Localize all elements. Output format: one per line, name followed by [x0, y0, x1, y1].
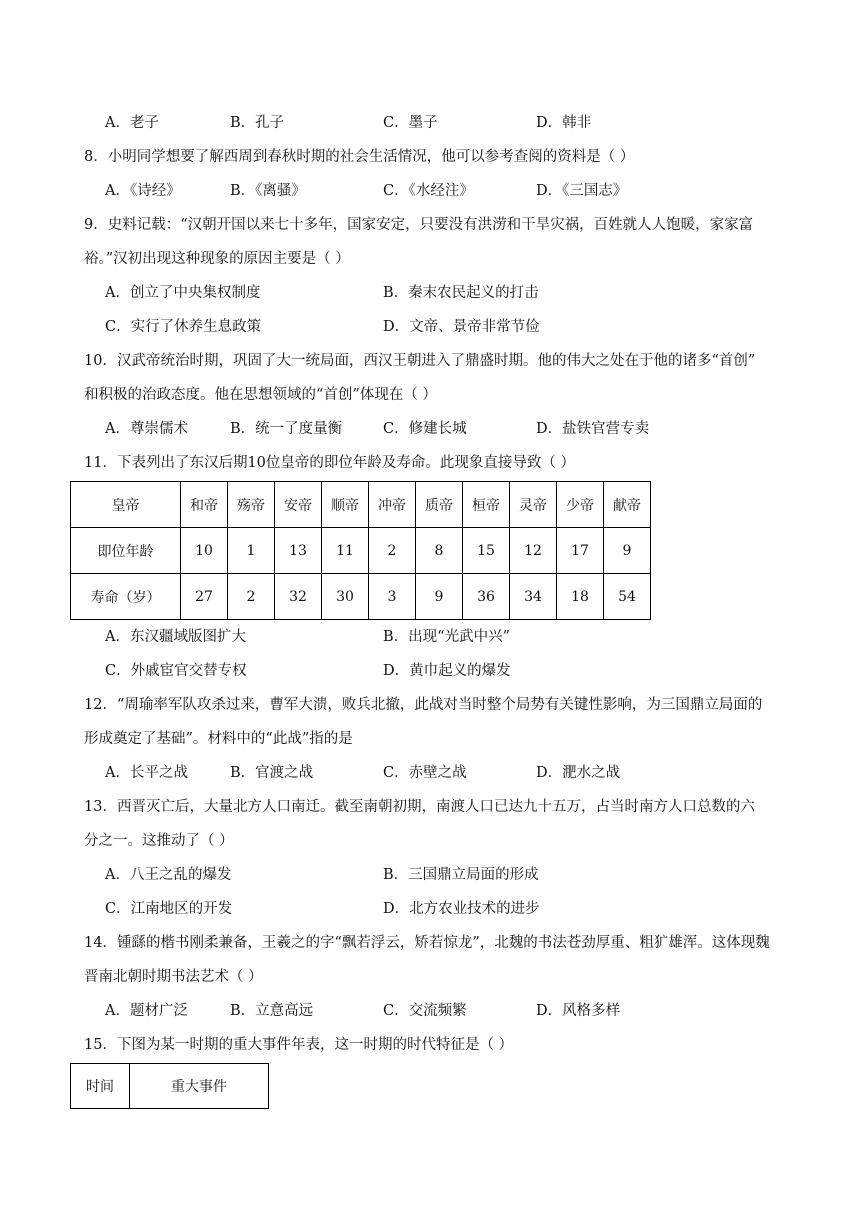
q14-option-b: B．立意高远 — [230, 1003, 314, 1019]
q13-stem-line-1: 13．西晋灭亡后，大量北方人口南迁。截至南朝初期，南渡人口已达九十五万，占当时南方人口总数的六 — [84, 799, 755, 815]
table-header-cell: 顺帝 — [322, 482, 369, 528]
table-cell: 18 — [557, 574, 604, 620]
table-row — [71, 1064, 269, 1109]
q11-stem: 11．下表列出了东汉后期10位皇帝的即位年龄及寿命。此现象直接导致（ ） — [84, 455, 576, 471]
table-cell: 15 — [463, 528, 510, 574]
table-cell: 27 — [181, 574, 228, 620]
table-header-cell: 和帝 — [181, 482, 228, 528]
q13-option-b: B．三国鼎立局面的形成 — [383, 867, 539, 883]
table-cell: 9 — [416, 574, 463, 620]
q8-option-a: A．《诗经》 — [105, 183, 181, 199]
table-cell: 2 — [369, 528, 416, 574]
table-row — [71, 528, 651, 574]
table-cell: 17 — [557, 528, 604, 574]
q9-option-b: B．秦末农民起义的打击 — [383, 285, 539, 301]
q10-option-a: A．尊崇儒术 — [105, 421, 188, 437]
q7-option-a: A．老子 — [105, 115, 159, 131]
table-cell: 2 — [228, 574, 275, 620]
q12-stem-line-1: 12．“周瑜率军队攻杀过来，曹军大溃，败兵北撤，此战对当时整个局势有关键性影响，为三国鼎立局面的 — [84, 697, 763, 713]
q11-option-a: A．东汉疆域版图扩大 — [105, 629, 246, 645]
q13-option-c: C．江南地区的开发 — [105, 901, 233, 917]
table-cell: 9 — [604, 528, 651, 574]
q12-stem-line-2: 形成奠定了基础”。材料中的“此战”指的是 — [84, 731, 353, 747]
q14-stem-line-1: 14．锺繇的楷书刚柔兼备，王羲之的字“飘若浮云，矫若惊龙”，北魏的书法苍劲厚重、粗犷雄浑。这体现魏 — [84, 935, 770, 951]
table-cell: 1 — [228, 528, 275, 574]
q10-option-c: C．修建长城 — [383, 421, 467, 437]
q11-option-d: D．黄巾起义的爆发 — [383, 663, 511, 679]
table-header-cell: 少帝 — [557, 482, 604, 528]
table-header-cell: 冲帝 — [369, 482, 416, 528]
q8-option-d: D．《三国志》 — [536, 183, 628, 199]
q13-option-d: D．北方农业技术的进步 — [383, 901, 540, 917]
table-cell: 11 — [322, 528, 369, 574]
table-cell: 10 — [181, 528, 228, 574]
q9-option-c: C．实行了休养生息政策 — [105, 319, 262, 335]
q9-stem-line-2: 裕。”汉初出现这种现象的原因主要是（ ） — [84, 251, 350, 267]
q7-option-b: B．孔子 — [230, 115, 285, 131]
q11-option-c: C．外戚宦官交替专权 — [105, 663, 247, 679]
q12-option-c: C．赤壁之战 — [383, 765, 467, 781]
table-header-cell: 安帝 — [275, 482, 322, 528]
q14-option-d: D．风格多样 — [536, 1003, 621, 1019]
table-cell: 寿命（岁） — [71, 574, 181, 620]
q7-option-d: D．韩非 — [536, 115, 592, 131]
q10-stem-line-1: 10．汉武帝统治时期，巩固了大一统局面，西汉王朝进入了鼎盛时期。他的伟大之处在于他的诸多“首创” — [84, 353, 756, 369]
q9-option-d: D．文帝、景帝非常节俭 — [383, 319, 540, 335]
q10-stem-line-2: 和积极的治政态度。他在思想领域的“首创”体现在（ ） — [84, 387, 437, 403]
table-cell: 3 — [369, 574, 416, 620]
emperor-table — [70, 481, 651, 620]
q12-option-d: D．淝水之战 — [536, 765, 621, 781]
table-header-cell: 殇帝 — [228, 482, 275, 528]
q12-option-a: A．长平之战 — [105, 765, 188, 781]
q7-option-c: C．墨子 — [383, 115, 438, 131]
table-row — [71, 482, 651, 528]
table-cell: 34 — [510, 574, 557, 620]
table-cell: 54 — [604, 574, 651, 620]
table-cell: 32 — [275, 574, 322, 620]
q8-option-b: B．《离骚》 — [230, 183, 306, 199]
q8-stem: 8．小明同学想要了解西周到春秋时期的社会生活情况，他可以参考查阅的资料是（ ） — [84, 149, 635, 165]
q9-option-a: A．创立了中央集权制度 — [105, 285, 261, 301]
q10-option-d: D．盐铁官营专卖 — [536, 421, 650, 437]
q15-stem: 15．下图为某一时期的重大事件年表，这一时期的时代特征是（ ） — [84, 1037, 514, 1053]
table-cell: 30 — [322, 574, 369, 620]
event-timeline-table — [70, 1063, 269, 1109]
table-cell: 36 — [463, 574, 510, 620]
q14-stem-line-2: 晋南北朝时期书法艺术（ ） — [84, 969, 263, 985]
table-header-cell: 皇帝 — [71, 482, 181, 528]
q14-option-c: C．交流频繁 — [383, 1003, 467, 1019]
table-header-cell: 灵帝 — [510, 482, 557, 528]
table-cell: 即位年龄 — [71, 528, 181, 574]
table-header-cell: 时间 — [71, 1064, 130, 1109]
table-cell: 8 — [416, 528, 463, 574]
table-cell: 13 — [275, 528, 322, 574]
table-cell: 12 — [510, 528, 557, 574]
q10-option-b: B．统一了度量衡 — [230, 421, 343, 437]
q11-option-b: B．出现“光武中兴” — [383, 629, 510, 645]
q13-stem-line-2: 分之一。这推动了（ ） — [84, 833, 234, 849]
q12-option-b: B．官渡之战 — [230, 765, 314, 781]
table-header-cell: 质帝 — [416, 482, 463, 528]
table-header-cell: 桓帝 — [463, 482, 510, 528]
q13-option-a: A．八王之乱的爆发 — [105, 867, 232, 883]
q14-option-a: A．题材广泛 — [105, 1003, 188, 1019]
table-header-cell: 献帝 — [604, 482, 651, 528]
table-header-cell: 重大事件 — [130, 1064, 269, 1109]
q9-stem-line-1: 9．史料记载：“汉朝开国以来七十多年，国家安定，只要没有洪涝和干旱灾祸，百姓就人人饱暖，家家富 — [84, 217, 754, 233]
table-row — [71, 574, 651, 620]
q8-option-c: C．《水经注》 — [383, 183, 474, 199]
